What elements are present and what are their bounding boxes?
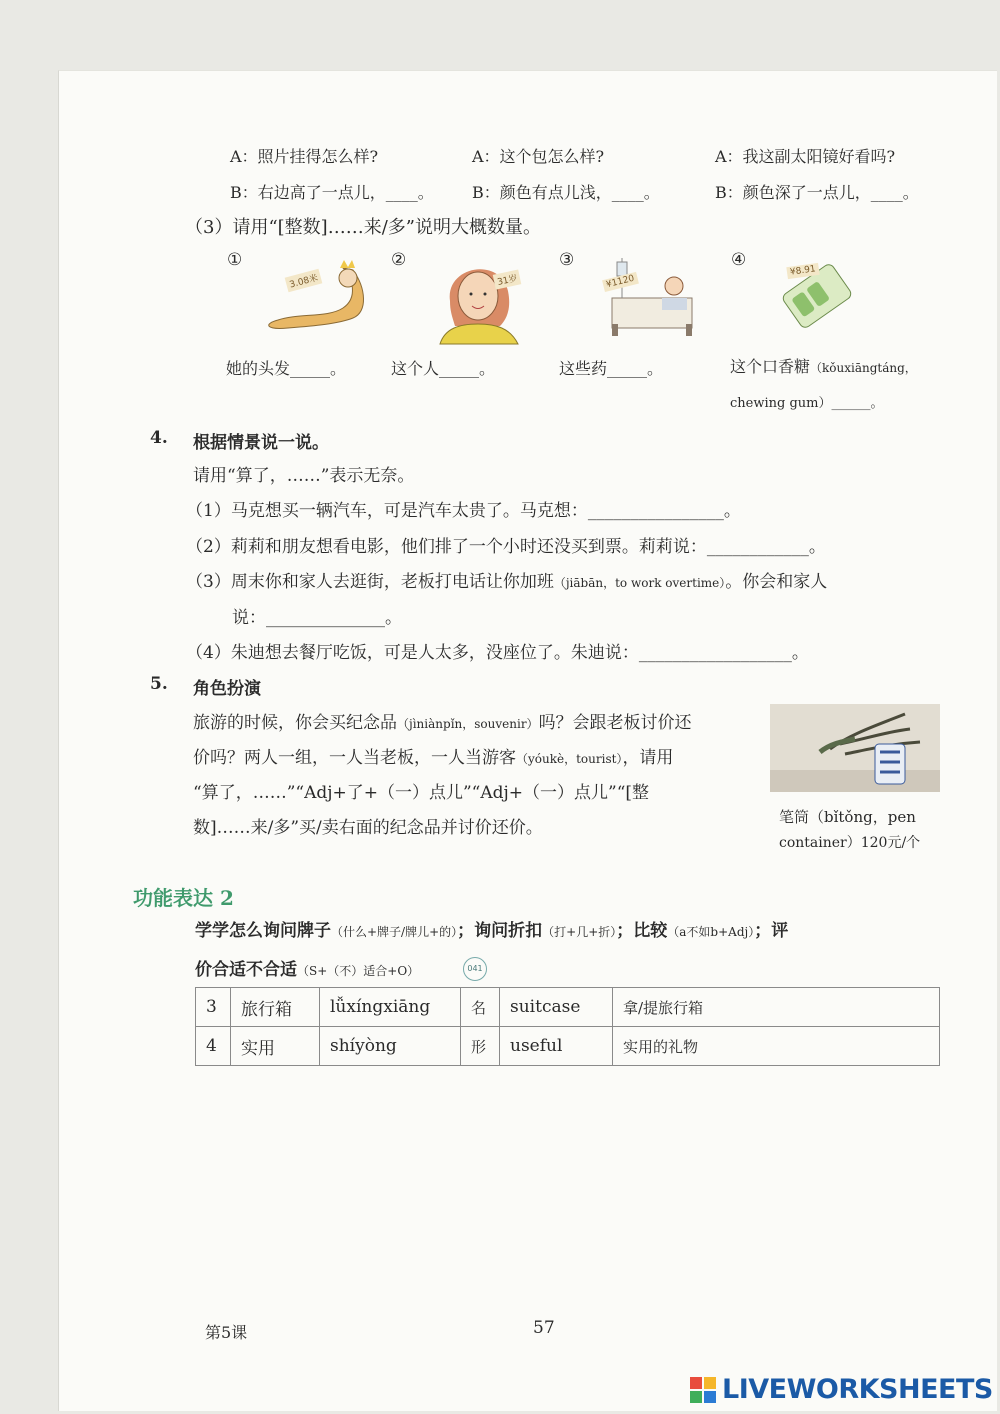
section-5-line-3: “算了，……”“Adj+了+（一）点儿”“Adj+（一）点儿”“[整 [193, 783, 650, 803]
picture-1-caption: 她的头发_____。 [226, 359, 347, 378]
liveworksheets-logo[interactable] [690, 1374, 993, 1405]
table-row [196, 1027, 940, 1066]
vocab-word: 实用 [231, 1027, 320, 1066]
section-5-title: 角色扮演 [193, 679, 261, 699]
liveworksheets-mark-icon [690, 1377, 716, 1403]
vocab-part-of-speech: 名 [461, 988, 500, 1027]
section-4-item-3-line2: 说：______________。 [232, 608, 402, 628]
vocab-english: useful [500, 1027, 613, 1066]
vocab-number: 4 [196, 1027, 231, 1066]
section-5-line-2 [193, 743, 673, 768]
picture-3-number: ③ [559, 250, 575, 270]
picture-4-caption-text: 这个口香糖 [730, 357, 811, 376]
section-5-line-1 [193, 708, 692, 733]
dialogue-1-a: A：照片挂得怎么样? [230, 147, 379, 166]
section-4-item-3-gloss: （jiābān，to work overtime） [553, 576, 726, 590]
dialogue-2-a: A：这个包怎么样? [472, 147, 605, 166]
functional-line-1a-note: （什么+牌子/牌儿+的） [331, 925, 458, 939]
vocab-english: suitcase [500, 988, 613, 1027]
vocab-word: 旅行箱 [231, 988, 320, 1027]
picture-2-tag: 31岁 [493, 269, 522, 289]
table-row [196, 988, 940, 1027]
section-4-instruction: 请用“算了，……”表示无奈。 [193, 466, 415, 486]
section-5-number: 5. [150, 674, 168, 694]
functional-expression-title: 功能表达 2 [133, 886, 234, 910]
functional-line-1 [195, 916, 788, 941]
vocab-part-of-speech: 形 [461, 1027, 500, 1066]
picture-4-caption-pinyin: （kǒuxiāngtáng， [810, 361, 917, 375]
section-4-item-3 [186, 567, 827, 592]
functional-line-2 [195, 955, 419, 980]
pen-holder-caption-2: container）120元/个 [779, 835, 921, 851]
picture-1-number: ① [227, 250, 243, 270]
picture-4-caption-line2: chewing gum）______。 [730, 396, 884, 411]
section-5-line-2b: ，请用 [622, 748, 674, 768]
section-4-item-1: （1）马克想买一辆汽车，可是汽车太贵了。马克想：________________。 [186, 501, 741, 521]
audio-track-badge[interactable]: 041 [463, 957, 487, 981]
page-number: 57 [533, 1318, 555, 1338]
picture-2-number: ② [391, 250, 407, 270]
dialogue-2-b: B：颜色有点儿浅，____。 [472, 183, 660, 202]
functional-line-1b-note: （打+几+折） [542, 925, 617, 939]
vocab-number: 3 [196, 988, 231, 1027]
vocabulary-table [195, 987, 940, 1066]
section-4-item-3-tail: 。你会和家人 [725, 572, 828, 592]
picture-2-caption: 这个人_____。 [391, 359, 496, 378]
section-5-line-1b: 吗？会跟老板讨价还 [538, 713, 692, 733]
vocab-pinyin: shíyòng [320, 1027, 461, 1066]
pen-holder-photo [770, 704, 940, 792]
functional-line-1c: ；比较 [616, 921, 668, 941]
woman-illustration [430, 256, 540, 351]
picture-4-tag: ¥8.91 [786, 263, 819, 279]
lesson-label: 第5课 [205, 1323, 248, 1342]
picture-3-caption: 这些药_____。 [559, 359, 664, 378]
section-5-line-1a: 旅游的时候，你会买纪念品 [193, 713, 397, 733]
section-4-item-2: （2）莉莉和朋友想看电影，他们排了一个小时还没买到票。莉莉说：____________。 [186, 537, 826, 557]
tourist-gloss: （yóukè，tourist） [516, 752, 623, 766]
dialogue-1-b: B：右边高了一点儿，____。 [230, 183, 434, 202]
section-4-item-4: （4）朱迪想去餐厅吃饭，可是人太多，没座位了。朱迪说：__________________。 [186, 643, 809, 663]
pen-holder-caption-1: 笔筒（bǐtǒng，pen [779, 808, 916, 826]
vocab-example: 拿/提旅行箱 [613, 988, 940, 1027]
liveworksheets-wordmark: LIVEWORKSHEETS [722, 1374, 993, 1405]
section-4-title: 根据情景说一说。 [193, 433, 329, 453]
section-4-item-3-text: （3）周末你和家人去逛街，老板打电话让你加班 [186, 572, 554, 592]
picture-3-tag: ¥1120 [602, 272, 639, 292]
functional-line-2a: 价合适不合适 [195, 960, 297, 980]
functional-line-2-note: （S+（不）适合+O） [297, 964, 420, 978]
picture-4-caption [730, 354, 917, 377]
section-4-number: 4. [150, 428, 168, 448]
picture-4-number: ④ [731, 250, 747, 270]
section-5-line-2a: 价吗？两人一组，一人当老板，一人当游客 [193, 748, 516, 768]
q3-heading: （3）请用“[整数]……来/多”说明大概数量。 [185, 217, 541, 238]
functional-line-1d: ；评 [754, 921, 789, 941]
dialogue-3-a: A：我这副太阳镜好看吗? [715, 147, 896, 166]
picture-1-tag: 3.08米 [285, 269, 323, 293]
functional-line-1b: ；询问折扣 [457, 921, 543, 941]
dialogue-3-b: B：颜色深了一点儿，____。 [715, 183, 919, 202]
patient-in-bed-illustration [592, 258, 702, 353]
functional-line-1a: 学学怎么询问牌子 [195, 921, 331, 941]
souvenir-gloss: （jìniànpǐn，souvenir） [397, 717, 539, 731]
vocab-pinyin: lǚxíngxiāng [320, 988, 461, 1027]
section-5-line-4: 数]……来/多”买/卖右面的纪念品并讨价还价。 [193, 818, 543, 838]
functional-line-1c-note: （a不如b+Adj） [667, 925, 755, 939]
vocab-example: 实用的礼物 [613, 1027, 940, 1066]
